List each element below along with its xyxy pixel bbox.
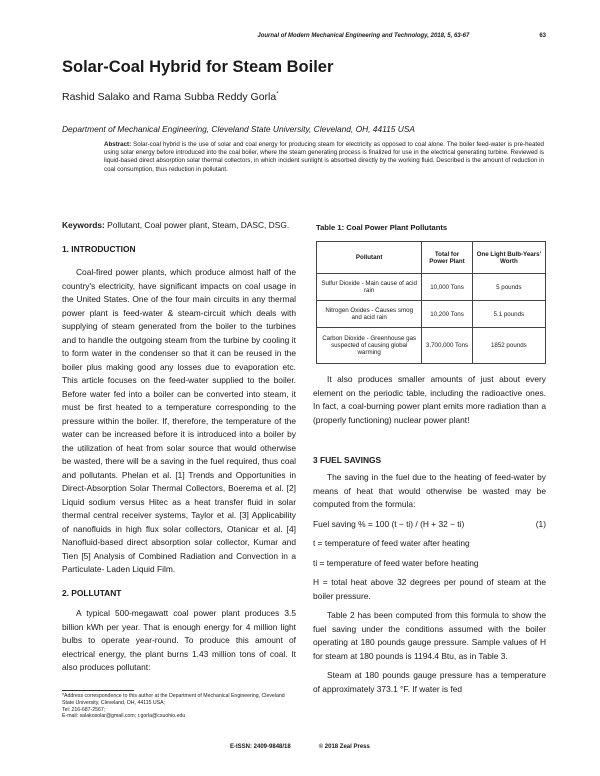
radiation-body: [313, 373, 546, 427]
equation-number: (1): [535, 518, 546, 529]
table-cell: 5 pounds: [472, 274, 545, 301]
pollutant-body: [62, 607, 296, 675]
footnote-rule: [62, 690, 134, 691]
pollutant-table: [316, 241, 546, 364]
authors: Rashid Salako and Rama Subba Reddy Gorla: [62, 91, 277, 103]
table-header-row: [317, 242, 546, 274]
radiation-paragraph: It also produces smaller amounts of just about every element on the periodic table, including the radioactive ones. In fact, a coal-burning power plant emits more radiation than a (properly functioning) nuclear power plant!: [313, 374, 546, 425]
formula-row: [313, 518, 546, 532]
table-cell: Sulfur Dioxide - Main cause of acid rain: [317, 274, 422, 301]
table-header-cell: One Light Bulb-Years' Worth: [472, 242, 545, 274]
table-row: [317, 301, 546, 328]
pollutant-heading: 2. POLLUTANT: [62, 588, 122, 598]
page-number: 63: [539, 33, 546, 39]
intro-body: [62, 266, 296, 577]
fuel-savings-heading: 3 FUEL SAVINGS: [313, 455, 382, 465]
intro-heading: 1. INTRODUCTION: [62, 244, 136, 254]
table-cell: 3,700,000 Tons: [422, 328, 472, 364]
table1-caption: Table 1: Coal Power Plant Pollutants: [316, 223, 448, 232]
definition-t: t = temperature of feed water after heating: [313, 538, 470, 548]
pollutant-paragraph: A typical 500-megawatt coal power plant produces 3.5 billion kWh per year. That is enough energy for 4 million light bulbs to operate year-round. To produce this amount of electrical energy, the plant burns 1.43 million tons of coal. It also produces pollutant:: [62, 608, 296, 672]
issn: E-ISSN: 2409-9848/18: [230, 744, 291, 750]
keywords: [62, 220, 289, 230]
footnote-tel: Tel: 216-687-2567;: [62, 706, 106, 713]
table-header-cell: Pollutant: [317, 242, 422, 274]
fuel-paragraph-3: Steam at 180 pounds gauge pressure has a temperature of approximately 373.1 °F. If water is fed: [313, 670, 546, 694]
page-footer: [230, 744, 370, 750]
abstract-label: Abstract:: [104, 141, 132, 148]
table-row: [317, 274, 546, 301]
table-cell: 5.1 pounds: [472, 301, 545, 328]
affiliation: Department of Mechanical Engineering, Cleveland State University, Cleveland, OH, 44115 USA: [62, 124, 416, 134]
fuel-paragraph-1: The saving in the fuel due to the heating of feed-water by means of heat that would otherwise be wasted may be computed from the formula:: [313, 472, 546, 509]
abstract-text: Solar-coal hybrid is the use of solar and coal energy for producing steam for electricity as opposed to coal alone. The boiler feed-water is pre-heated using solar energy before introduced into the coal boiler, where the steam generating process is finalized for use in the electrical generating turbine. Reviewed is liquid-based direct absorption solar thermal collectors, in which incident sunlight is absorbed directly by the working fluid. Described is the amount of reduction in coal consumption, thus reduction in pollutant.: [104, 141, 544, 173]
footnote-email: E-mail: salakosolar@gmail.com; r.gorla@csuohio.edu: [62, 713, 186, 720]
journal-citation: Journal of Modern Mechanical Engineering and Technology, 2018, 5, 63-67: [257, 33, 470, 39]
table-cell: Nitrogen Oxides - Causes smog and acid rain: [317, 301, 422, 328]
fuel-paragraph-2: Table 2 has been computed from this formula to show the fuel saving under the conditions assumed with the boiler operating at 180 pounds gauge pressure. Sample values of H for steam at 180 pounds is 1194.4 Btu, as in Table 3.: [313, 610, 546, 661]
table1: [316, 241, 546, 364]
table-header-cell: Total for Power Plant: [422, 242, 472, 274]
footnote-address: *Address correspondence to this author at the Department of Mechanical Engineering, Cleveland State University, Cleveland, OH, 44115 USA;: [62, 693, 285, 706]
fuel-saving-formula: Fuel saving % = 100 (t − ti) / (H + 32 − ti): [313, 518, 465, 529]
paper-title: Solar-Coal Hybrid for Steam Boiler: [62, 58, 334, 76]
table-cell: Carbon Dioxide - Greenhouse gas suspected of causing global warming: [317, 328, 422, 364]
definition-h: H = total heat above 32 degrees per pound of steam at the boiler pressure.: [313, 577, 546, 601]
definition-ti: ti = temperature of feed water before heating: [313, 557, 479, 568]
keywords-text: Pollutant, Coal power plant, Steam, DASC, DSG.: [107, 220, 290, 230]
copyright: © 2018 Zeal Press: [318, 744, 370, 750]
table-cell: 10,000 Tons: [422, 274, 472, 301]
author-line: [62, 91, 279, 103]
table-cell: 1852 pounds: [472, 328, 545, 364]
intro-paragraph: Coal-fired power plants, which produce almost half of the country's electricity, have significant impacts on coal usage in the United States. One of the four main circuits in any thermal power plant is feed-water & steam-circuit which deals with supplying of steam generated from the boiler to the turbines and to handle the outgoing steam from the turbine by cooling it to form water in the condenser so that it can be reused in the boiler plus making good any losses due to evaporation etc. This article focuses on the feed-water supplied to the boiler. Before water fed into a boiler can be converted into steam, it must be first heated to a temperature corresponding to the pressure within the boiler. If, therefore, the temperature of the water can be increased before it is introduced into a boiler by the utilization of heat from solar source that would otherwise be wasted, there will be a saving in the fuel required, thus coal and pollutants. Phelan et al. [1] Trends and Opportunities in Direct-Absorption Solar Thermal Collectors, Boerema et al. [2] Liquid sodium versus Hitec as a heat transfer fluid in solar thermal central receiver systems, Taylor et al. [3] Applicability of nanofluids in high flux solar collectors, Otanicar et al. [4] Nanofluid-based direct absorption solar collector, Kumar and Tien [5] Analysis of Combined Radiation and Convection in a Particulate- Laden Liquid Film.: [62, 267, 296, 574]
table-row: [317, 328, 546, 364]
footnote: [62, 693, 296, 720]
running-header: [62, 33, 546, 39]
table-cell: 10,200 Tons: [422, 301, 472, 328]
corresponding-author-mark: *: [276, 91, 279, 98]
abstract: [104, 141, 544, 174]
keywords-label: Keywords:: [62, 220, 105, 230]
fuel-savings-body: [313, 471, 546, 696]
